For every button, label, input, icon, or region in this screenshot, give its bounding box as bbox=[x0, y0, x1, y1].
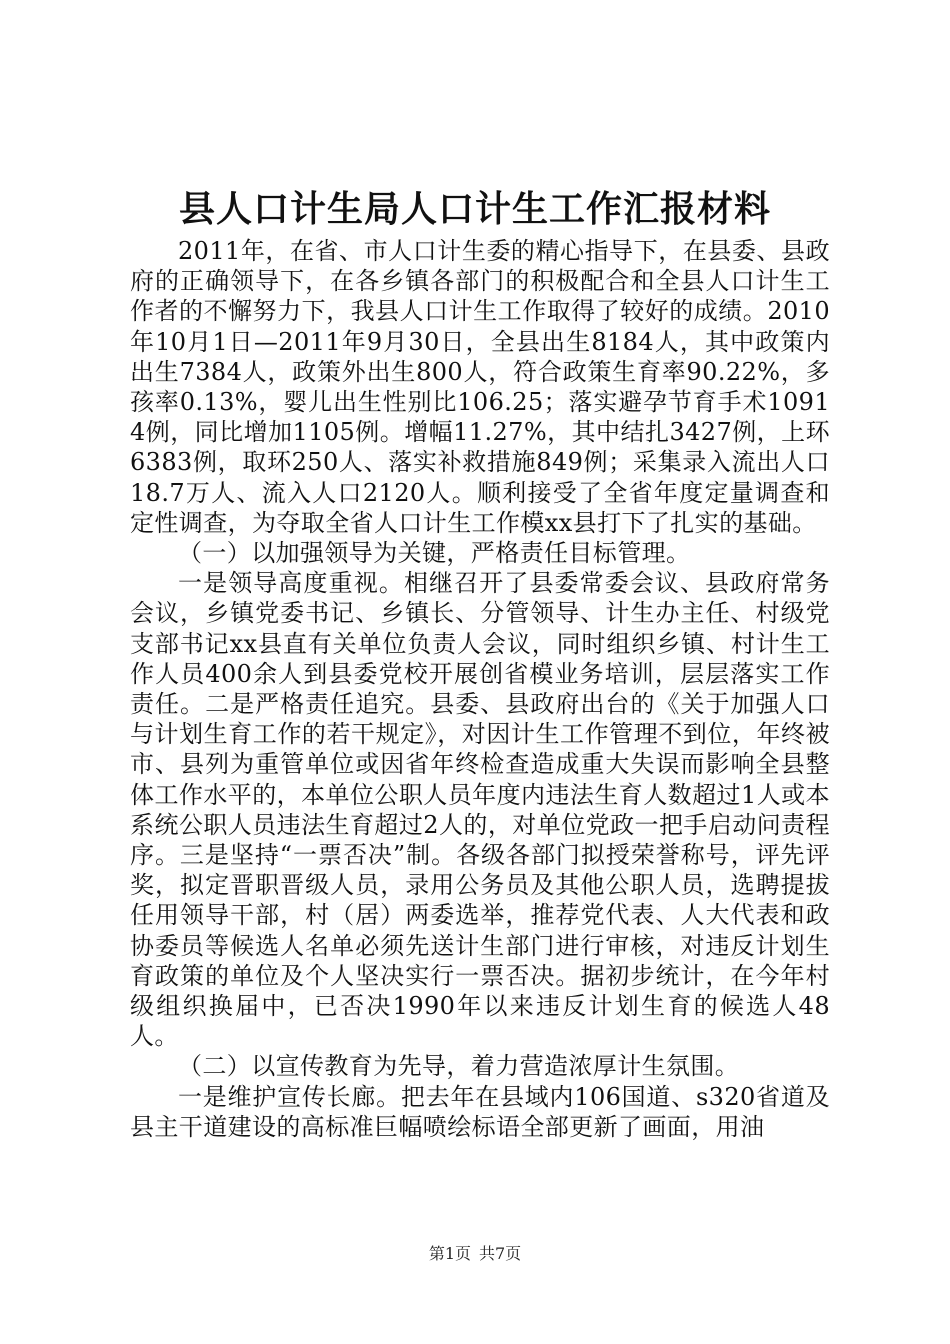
document-body bbox=[130, 236, 830, 1142]
paragraph-publicity: 一是维护宣传长廊。把去年在县域内106国道、s320省道及县主干道建设的高标准巨幅喷绘标语全部更新了画面，用油 bbox=[130, 1082, 830, 1141]
section-heading-2: （二）以宣传教育为先导，着力营造浓厚计生氛围。 bbox=[178, 1052, 740, 1081]
section-heading-1: （一）以加强领导为关键，严格责任目标管理。 bbox=[178, 539, 691, 568]
page-total: 共7页 bbox=[479, 1244, 522, 1263]
page-number: 第1页 bbox=[428, 1244, 471, 1263]
document-title: 县人口计生局人口计生工作汇报材料 bbox=[178, 188, 771, 230]
page-footer bbox=[0, 1242, 950, 1266]
paragraph-leadership: 一是领导高度重视。相继召开了县委常委会议、县政府常务会议，乡镇党委书记、乡镇长、分管领导、计生办主任、村级党支部书记xx县直有关单位负责人会议，同时组织乡镇、村计生工作人员400余人到县委党校开展创省模业务培训，层层落实工作责任。二是严格责任追究。县委、县政府出台的《关于加强人口与计划生育工作的若干规定》，对因计生工作管理不到位，年终被市、县列为重管单位或因省年终检查造成重大失误而影响全县整体工作水平的，本单位公职人员年度内违法生育人数超过1人或本系统公职人员违法生育超过2人的，对单位党政一把手启动问责程序。三是坚持“一票否决”制。各级各部门拟授荣誉称号，评先评奖，拟定晋职晋级人员，录用公务员及其他公职人员，选聘提拔任用领导干部，村（居）两委选举，推荐党代表、人大代表和政协委员等候选人名单必须先送计生部门进行审核，对违反计划生育政策的单位及个人坚决实行一票否决。据初步统计，在今年村级组织换届中，已否决1990年以来违反计划生育的候选人48人。 bbox=[130, 569, 830, 1051]
paragraph-summary: 2011年，在省、市人口计生委的精心指导下，在县委、县政府的正确领导下，在各乡镇各部门的积极配合和全县人口计生工作者的不懈努力下，我县人口计生工作取得了较好的成绩。2010年10月1日—2011年9月30日，全县出生8184人，其中政策内出生7384人，政策外出生800人，符合政策生育率90.22%，多孩率0.13%，婴儿出生性别比106.25；落实避孕节育手术10914例，同比增加1105例。增幅11.27%，其中结扎3427例，上环6383例，取环250人、落实补救措施849例；采集录入流出人口18.7万人、流入人口2120人。顺利接受了全省年度定量调查和定性调查，为夺取全省人口计生工作模xx县打下了扎实的基础。 bbox=[130, 237, 830, 537]
